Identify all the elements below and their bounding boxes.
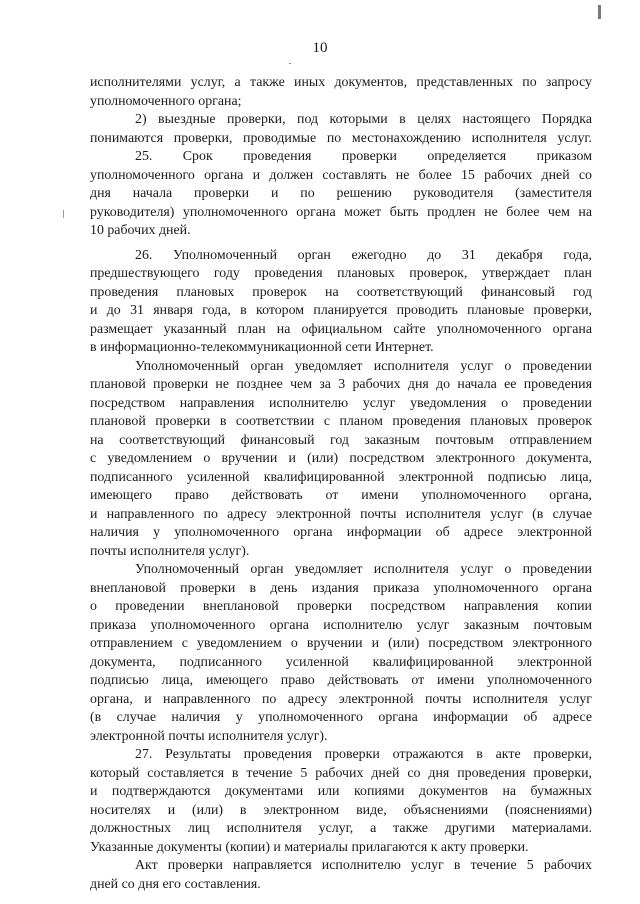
text-line: который составляется в течение 5 рабочих дней со дня проведения проверки, bbox=[90, 765, 592, 781]
text-line: с уведомлением о вручении и (или) посредством электронного документа, bbox=[90, 451, 592, 466]
text-line: исполнителями услуг, а также иных документов, представленных по запросу bbox=[90, 75, 592, 90]
text-line: предшествующего году проведения плановых проверок, утверждает план bbox=[90, 266, 592, 281]
text-line: отправлением с уведомлением о вручении и (или) посредством электронного bbox=[90, 636, 592, 651]
text-line: внеплановой проверки в день издания приказа уполномоченного органа bbox=[90, 580, 592, 596]
text-line: Указанные документы (копии) и материалы прилагаются к акту проверки. bbox=[90, 839, 529, 855]
text-line: размещает указанный план на официальном сайте уполномоченного органа bbox=[90, 321, 592, 337]
text-line: (в случае наличия у уполномоченного органа информации об адресе bbox=[90, 710, 592, 725]
text-line: уполномоченного органа и должен составлять не более 15 рабочих дней со bbox=[90, 167, 592, 183]
text-line: электронной почты исполнителя услуг). bbox=[90, 728, 328, 744]
text-line: документа, подписанного усиленной квалифицированной электронной bbox=[90, 654, 592, 670]
page-number: 10 bbox=[312, 40, 328, 56]
text-line: наличия у уполномоченного органа информации об адресе электронной bbox=[90, 525, 592, 540]
text-line: Уполномоченный орган уведомляет исполнителя услуг о проведении bbox=[135, 358, 592, 374]
text-line: плановой проверки не позднее чем за 3 рабочих дня до начала ее проведения bbox=[90, 377, 592, 392]
text-line: понимаются проверки, проводимые по местонахождению исполнителя услуг. bbox=[90, 130, 592, 146]
text-line: приказа уполномоченного органа исполнителю услуг заказным почтовым bbox=[90, 617, 592, 633]
scan-artifact-top bbox=[598, 5, 601, 19]
text-line: имеющего право действовать от имени уполномоченного органа, bbox=[90, 488, 592, 503]
text-line: на соответствующий финансовый год заказным почтовым отправлением bbox=[90, 432, 592, 448]
text-line: и направленного по адресу электронной почты исполнителя услуг (в случае bbox=[90, 506, 592, 522]
text-line: 10 рабочих дней. bbox=[90, 223, 191, 238]
text-line: Акт проверки направляется исполнителю услуг в течение 5 рабочих bbox=[135, 858, 592, 873]
text-line: почты исполнителя услуг). bbox=[90, 543, 250, 559]
document-body bbox=[90, 74, 592, 894]
text-line: Уполномоченный орган уведомляет исполнителя услуг о проведении bbox=[135, 562, 592, 577]
text-line: носителях и (или) в электронном виде, объяснениями (пояснениями) bbox=[90, 802, 592, 818]
text-line: 26. Уполномоченный орган ежегодно до 31 декабря года, bbox=[135, 247, 592, 263]
text-line: подписанного усиленной квалифицированной электронной подписью лица, bbox=[90, 469, 592, 485]
text-line: и до 31 января года, в котором планируется проводить плановые проверки, bbox=[90, 303, 592, 318]
scan-artifact-dot bbox=[289, 63, 291, 64]
text-line: 27. Результаты проведения проверки отражаются в акте проверки, bbox=[135, 747, 592, 762]
text-line: посредством направления исполнителю услуг уведомления о проведении bbox=[90, 395, 592, 411]
text-line: органа, и направленного по адресу электронной почты исполнителя услуг bbox=[90, 691, 592, 707]
text-line: в информационно-телекоммуникационной сети Интернет. bbox=[90, 340, 434, 355]
text-line: плановой проверки в соответствии с планом проведения плановых проверок bbox=[90, 414, 592, 429]
scan-artifact-left bbox=[63, 210, 64, 218]
text-line: 25. Срок проведения проверки определяется приказом bbox=[135, 149, 592, 164]
text-line: дней со дня его составления. bbox=[90, 876, 261, 892]
text-line: о проведении внеплановой проверки посредством направления копии bbox=[90, 599, 592, 614]
text-line: 2) выездные проверки, под которыми в целях настоящего Порядка bbox=[135, 112, 592, 127]
text-line: проведения плановых проверок на соответствующий финансовый год bbox=[90, 284, 592, 300]
text-line: дня начала проверки и по решению руководителя (заместителя bbox=[90, 186, 592, 201]
text-line: уполномоченного органа; bbox=[90, 93, 242, 109]
text-line: подписью лица, имеющего право действовать от имени уполномоченного bbox=[90, 673, 592, 688]
text-line: и подтверждаются документами или копиями документов на бумажных bbox=[90, 784, 592, 799]
text-line: руководителя) уполномоченного органа может быть продлен не более чем на bbox=[90, 204, 592, 220]
text-line: должностных лиц исполнителя услуг, а также другими материалами. bbox=[90, 821, 592, 836]
